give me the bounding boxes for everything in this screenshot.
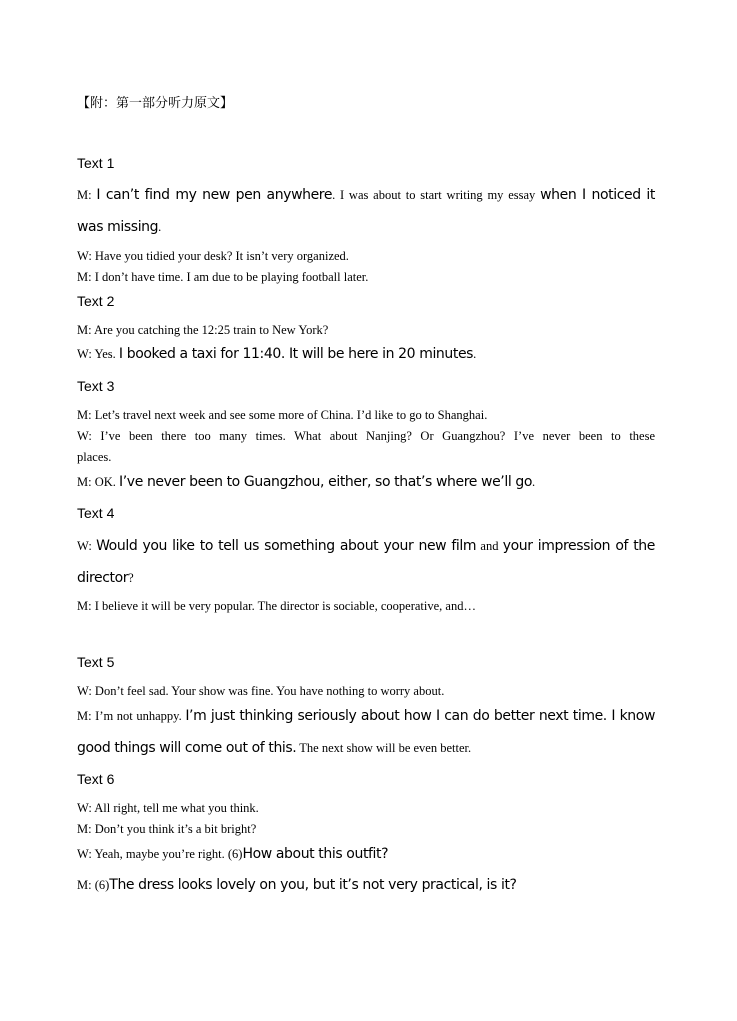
text-2-line-2: W: Yes. I booked a taxi for 11:40. It will be here in 20 minutes. — [77, 346, 477, 362]
text-3-line-3: places. — [77, 450, 112, 464]
text-5-line-2: M: I’m not unhappy. I’m just thinking seriously about how I can do better next time. I know — [77, 708, 655, 724]
text-6-line-3: W: Yeah, maybe you’re right. (6)How about this outfit? — [77, 846, 389, 862]
text-3-line-1: M: Let’s travel next week and see some more of China. I’d like to go to Shanghai. — [77, 408, 488, 422]
text-3-line-2: W: I’ve been there too many times. What about Nanjing? Or Guangzhou? I’ve never been to these — [77, 429, 655, 443]
text-1-title: Text 1 — [77, 155, 115, 171]
text-3-line-4: M: OK. I’ve never been to Guangzhou, either, so that’s where we’ll go. — [77, 474, 536, 490]
text-6-line-1: W: All right, tell me what you think. — [77, 801, 259, 815]
text-4-line-1: W: Would you like to tell us something about your new film and your impression of the — [77, 538, 655, 554]
text-3-title: Text 3 — [77, 378, 115, 394]
appendix-heading: 【附：第一部分听力原文】 — [77, 96, 234, 111]
text-4-line-2: director? — [77, 570, 134, 586]
text-5-line-1: W: Don’t feel sad. Your show was fine. You have nothing to worry about. — [77, 684, 445, 698]
text-4-line-3: M: I believe it will be very popular. The director is sociable, cooperative, and… — [77, 599, 476, 613]
text-1-line-1: M: I can’t find my new pen anywhere. I was about to start writing my essay when I noticed it — [77, 187, 655, 203]
text-5-title: Text 5 — [77, 654, 115, 670]
text-1-line-2: was missing. — [77, 219, 162, 235]
text-2-line-1: M: Are you catching the 12:25 train to New York? — [77, 323, 329, 337]
text-6-line-4: M: (6)The dress looks lovely on you, but it’s not very practical, is it? — [77, 877, 517, 893]
text-2-title: Text 2 — [77, 293, 115, 309]
text-1-line-3: W: Have you tidied your desk? It isn’t very organized. — [77, 249, 349, 263]
text-4-title: Text 4 — [77, 505, 115, 521]
text-6-title: Text 6 — [77, 771, 115, 787]
text-1-line-4: M: I don’t have time. I am due to be playing football later. — [77, 270, 369, 284]
text-6-line-2: M: Don’t you think it’s a bit bright? — [77, 822, 257, 836]
text-5-line-3: good things will come out of this. The next show will be even better. — [77, 740, 472, 756]
